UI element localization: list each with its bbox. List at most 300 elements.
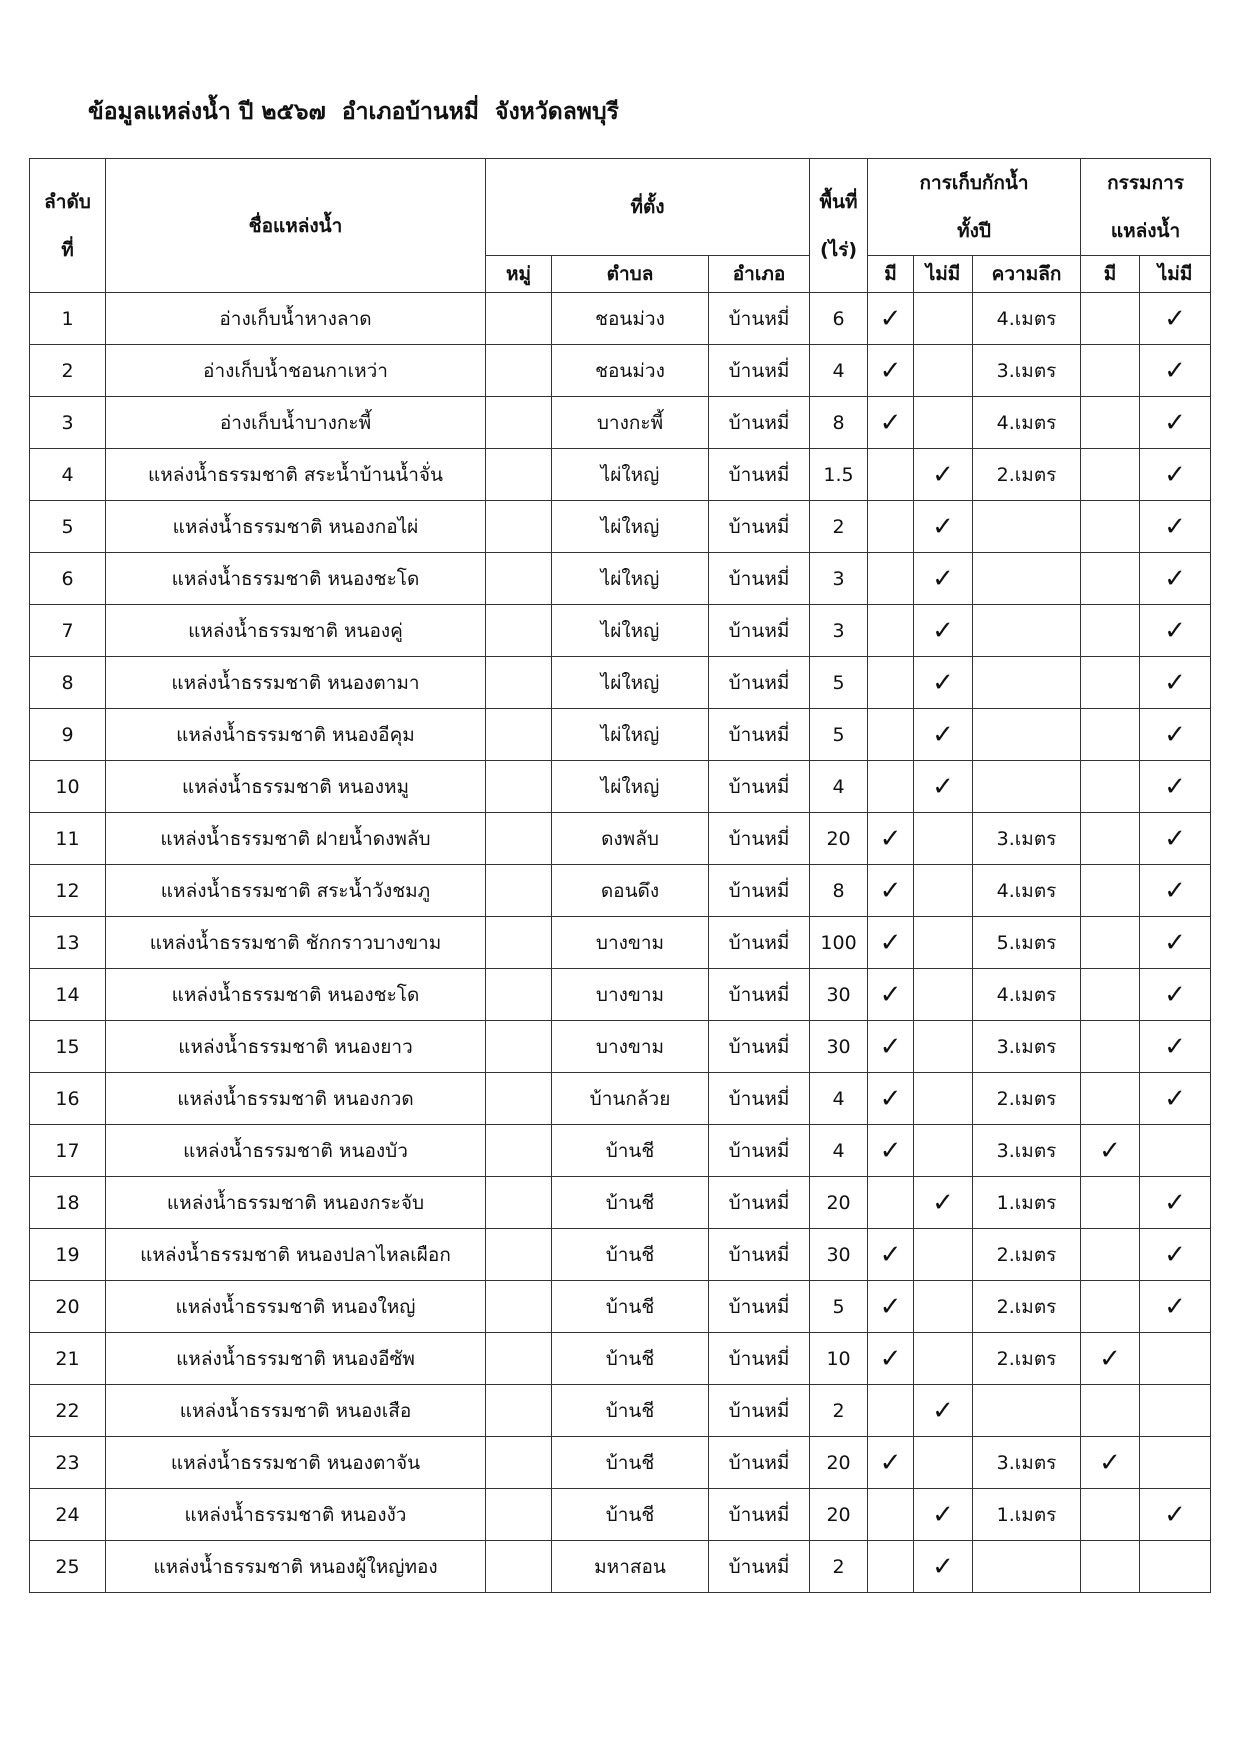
cell-area: 6 bbox=[810, 293, 868, 345]
cell-com-no bbox=[1140, 449, 1211, 501]
check-mark-icon: ✓ bbox=[1164, 771, 1186, 802]
cell-depth bbox=[973, 1541, 1081, 1593]
cell-no: 24 bbox=[30, 1489, 106, 1541]
cell-store-no bbox=[914, 449, 973, 501]
cell-tambon: ไผ่ใหญ่ bbox=[552, 449, 709, 501]
check-mark-icon: ✓ bbox=[879, 875, 902, 906]
cell-no: 25 bbox=[30, 1541, 106, 1593]
cell-no: 8 bbox=[30, 657, 106, 709]
cell-com-no bbox=[1140, 761, 1211, 813]
cell-store-yes bbox=[868, 657, 914, 709]
cell-no: 4 bbox=[30, 449, 106, 501]
cell-tambon: ไผ่ใหญ่ bbox=[552, 501, 709, 553]
cell-store-no bbox=[914, 553, 973, 605]
check-mark-icon: ✓ bbox=[932, 1499, 954, 1530]
cell-name: แหล่งน้ำธรรมชาติ หนองเสือ bbox=[106, 1385, 486, 1437]
cell-com-no bbox=[1140, 1333, 1211, 1385]
cell-tambon: ไผ่ใหญ่ bbox=[552, 553, 709, 605]
cell-amphoe: บ้านหมี่ bbox=[709, 657, 810, 709]
check-mark-icon: ✓ bbox=[879, 1135, 902, 1166]
cell-com-yes bbox=[1081, 1489, 1140, 1541]
cell-amphoe: บ้านหมี่ bbox=[709, 1281, 810, 1333]
cell-no: 3 bbox=[30, 397, 106, 449]
cell-com-yes bbox=[1081, 345, 1140, 397]
cell-depth bbox=[973, 657, 1081, 709]
check-mark-icon: ✓ bbox=[879, 355, 902, 386]
cell-no: 1 bbox=[30, 293, 106, 345]
check-mark-icon: ✓ bbox=[932, 1395, 954, 1426]
check-mark-icon: ✓ bbox=[879, 1447, 902, 1478]
cell-no: 12 bbox=[30, 865, 106, 917]
cell-depth: 3.เมตร bbox=[973, 345, 1081, 397]
cell-name: อ่างเก็บน้ำบางกะพี้ bbox=[106, 397, 486, 449]
check-mark-icon: ✓ bbox=[932, 771, 954, 802]
cell-amphoe: บ้านหมี่ bbox=[709, 709, 810, 761]
cell-moo bbox=[486, 1541, 552, 1593]
cell-store-no bbox=[914, 501, 973, 553]
cell-name: แหล่งน้ำธรรมชาติ ฝายน้ำดงพลับ bbox=[106, 813, 486, 865]
cell-store-yes bbox=[868, 1073, 914, 1125]
cell-com-yes bbox=[1081, 605, 1140, 657]
cell-store-yes bbox=[868, 449, 914, 501]
check-mark-icon: ✓ bbox=[1164, 1031, 1186, 1062]
cell-name: แหล่งน้ำธรรมชาติ หนองตามา bbox=[106, 657, 486, 709]
cell-com-yes bbox=[1081, 501, 1140, 553]
document-title: ข้อมูลแหล่งน้ำ ปี ๒๕๖๗ อำเภอบ้านหมี่ จังหวัดลพบุรี bbox=[88, 99, 619, 125]
cell-com-no bbox=[1140, 553, 1211, 605]
cell-com-yes bbox=[1081, 449, 1140, 501]
check-mark-icon: ✓ bbox=[1164, 1499, 1186, 1530]
cell-store-yes bbox=[868, 397, 914, 449]
table-row bbox=[30, 1177, 1211, 1229]
cell-tambon: บางกะพี้ bbox=[552, 397, 709, 449]
cell-no: 14 bbox=[30, 969, 106, 1021]
cell-moo bbox=[486, 1333, 552, 1385]
cell-tambon: บ้านกล้วย bbox=[552, 1073, 709, 1125]
cell-amphoe: บ้านหมี่ bbox=[709, 1177, 810, 1229]
cell-store-no bbox=[914, 345, 973, 397]
cell-store-yes bbox=[868, 553, 914, 605]
cell-store-yes bbox=[868, 1333, 914, 1385]
cell-amphoe: บ้านหมี่ bbox=[709, 1229, 810, 1281]
header-depth: ความลึก bbox=[973, 256, 1081, 293]
cell-depth: 2.เมตร bbox=[973, 1073, 1081, 1125]
cell-com-no bbox=[1140, 293, 1211, 345]
cell-moo bbox=[486, 1125, 552, 1177]
check-mark-icon: ✓ bbox=[1164, 511, 1186, 542]
check-mark-icon: ✓ bbox=[879, 1031, 902, 1062]
cell-area: 8 bbox=[810, 397, 868, 449]
cell-store-yes bbox=[868, 1385, 914, 1437]
cell-store-yes bbox=[868, 1125, 914, 1177]
cell-com-no bbox=[1140, 1229, 1211, 1281]
check-mark-icon: ✓ bbox=[879, 1083, 902, 1114]
cell-no: 22 bbox=[30, 1385, 106, 1437]
cell-moo bbox=[486, 1489, 552, 1541]
cell-no: 7 bbox=[30, 605, 106, 657]
table-row bbox=[30, 969, 1211, 1021]
cell-name: แหล่งน้ำธรรมชาติ หนองกวด bbox=[106, 1073, 486, 1125]
cell-name: อ่างเก็บน้ำหางลาด bbox=[106, 293, 486, 345]
cell-moo bbox=[486, 709, 552, 761]
cell-tambon: บางขาม bbox=[552, 969, 709, 1021]
cell-area: 30 bbox=[810, 1021, 868, 1073]
check-mark-icon: ✓ bbox=[932, 667, 954, 698]
cell-com-no bbox=[1140, 1177, 1211, 1229]
cell-com-yes bbox=[1081, 293, 1140, 345]
cell-store-yes bbox=[868, 1229, 914, 1281]
cell-depth: 3.เมตร bbox=[973, 1021, 1081, 1073]
cell-com-yes bbox=[1081, 1281, 1140, 1333]
table-row bbox=[30, 1385, 1211, 1437]
cell-moo bbox=[486, 761, 552, 813]
cell-tambon: ดอนดึง bbox=[552, 865, 709, 917]
cell-com-no bbox=[1140, 709, 1211, 761]
cell-com-yes bbox=[1081, 553, 1140, 605]
header-storage: การเก็บกักน้ำ ทั้งปี bbox=[868, 159, 1081, 256]
cell-moo bbox=[486, 553, 552, 605]
cell-store-no bbox=[914, 397, 973, 449]
cell-tambon: มหาสอน bbox=[552, 1541, 709, 1593]
table-row bbox=[30, 1229, 1211, 1281]
header-committee: กรรมการ แหล่งน้ำ bbox=[1081, 159, 1211, 256]
cell-area: 100 bbox=[810, 917, 868, 969]
cell-moo bbox=[486, 501, 552, 553]
cell-no: 13 bbox=[30, 917, 106, 969]
cell-com-yes bbox=[1081, 397, 1140, 449]
table-row bbox=[30, 657, 1211, 709]
cell-com-no bbox=[1140, 1385, 1211, 1437]
cell-depth: 2.เมตร bbox=[973, 1333, 1081, 1385]
cell-store-no bbox=[914, 1333, 973, 1385]
table-row bbox=[30, 1437, 1211, 1489]
cell-name: แหล่งน้ำธรรมชาติ สระน้ำวังชมภู bbox=[106, 865, 486, 917]
cell-moo bbox=[486, 917, 552, 969]
cell-moo bbox=[486, 345, 552, 397]
cell-name: แหล่งน้ำธรรมชาติ หนองตาจัน bbox=[106, 1437, 486, 1489]
cell-com-no bbox=[1140, 917, 1211, 969]
table-row bbox=[30, 397, 1211, 449]
cell-store-yes bbox=[868, 293, 914, 345]
cell-store-yes bbox=[868, 1541, 914, 1593]
check-mark-icon: ✓ bbox=[932, 563, 954, 594]
cell-tambon: บ้านชี bbox=[552, 1385, 709, 1437]
cell-store-yes bbox=[868, 709, 914, 761]
cell-amphoe: บ้านหมี่ bbox=[709, 501, 810, 553]
table-row bbox=[30, 1125, 1211, 1177]
cell-name: แหล่งน้ำธรรมชาติ ชักกราวบางขาม bbox=[106, 917, 486, 969]
cell-name: แหล่งน้ำธรรมชาติ หนองชะโด bbox=[106, 969, 486, 1021]
check-mark-icon: ✓ bbox=[1164, 979, 1186, 1010]
cell-store-no bbox=[914, 1541, 973, 1593]
check-mark-icon: ✓ bbox=[1164, 355, 1186, 386]
cell-com-no bbox=[1140, 865, 1211, 917]
cell-amphoe: บ้านหมี่ bbox=[709, 1021, 810, 1073]
header-no: ลำดับ ที่ bbox=[30, 159, 106, 293]
cell-tambon: บ้านชี bbox=[552, 1281, 709, 1333]
cell-depth bbox=[973, 709, 1081, 761]
check-mark-icon: ✓ bbox=[879, 823, 902, 854]
cell-depth: 5.เมตร bbox=[973, 917, 1081, 969]
cell-com-yes bbox=[1081, 657, 1140, 709]
cell-no: 21 bbox=[30, 1333, 106, 1385]
cell-com-no bbox=[1140, 969, 1211, 1021]
cell-amphoe: บ้านหมี่ bbox=[709, 1541, 810, 1593]
check-mark-icon: ✓ bbox=[932, 615, 954, 646]
cell-tambon: ดงพลับ bbox=[552, 813, 709, 865]
cell-name: แหล่งน้ำธรรมชาติ หนองคู่ bbox=[106, 605, 486, 657]
cell-tambon: ชอนม่วง bbox=[552, 293, 709, 345]
cell-name: แหล่งน้ำธรรมชาติ หนองชะโด bbox=[106, 553, 486, 605]
cell-depth: 4.เมตร bbox=[973, 293, 1081, 345]
check-mark-icon: ✓ bbox=[932, 1187, 954, 1218]
table-row bbox=[30, 1073, 1211, 1125]
cell-com-no bbox=[1140, 501, 1211, 553]
cell-area: 5 bbox=[810, 1281, 868, 1333]
cell-area: 4 bbox=[810, 1073, 868, 1125]
cell-store-no bbox=[914, 293, 973, 345]
cell-com-yes bbox=[1081, 761, 1140, 813]
header-location: ที่ตั้ง bbox=[486, 159, 810, 256]
cell-tambon: ไผ่ใหญ่ bbox=[552, 657, 709, 709]
cell-com-yes bbox=[1081, 917, 1140, 969]
cell-store-yes bbox=[868, 345, 914, 397]
cell-moo bbox=[486, 1073, 552, 1125]
cell-store-yes bbox=[868, 1437, 914, 1489]
cell-area: 5 bbox=[810, 709, 868, 761]
cell-moo bbox=[486, 1021, 552, 1073]
cell-com-no bbox=[1140, 1437, 1211, 1489]
table-row bbox=[30, 865, 1211, 917]
cell-area: 8 bbox=[810, 865, 868, 917]
cell-name: แหล่งน้ำธรรมชาติ หนองใหญ่ bbox=[106, 1281, 486, 1333]
header-committee-yes: มี bbox=[1081, 256, 1140, 293]
cell-name: อ่างเก็บน้ำชอนกาเหว่า bbox=[106, 345, 486, 397]
cell-com-no bbox=[1140, 1489, 1211, 1541]
cell-depth: 1.เมตร bbox=[973, 1489, 1081, 1541]
cell-store-no bbox=[914, 1489, 973, 1541]
cell-area: 4 bbox=[810, 761, 868, 813]
cell-moo bbox=[486, 293, 552, 345]
cell-store-no bbox=[914, 1281, 973, 1333]
cell-no: 18 bbox=[30, 1177, 106, 1229]
cell-com-no bbox=[1140, 657, 1211, 709]
cell-store-yes bbox=[868, 917, 914, 969]
cell-com-no bbox=[1140, 605, 1211, 657]
cell-moo bbox=[486, 397, 552, 449]
cell-amphoe: บ้านหมี่ bbox=[709, 969, 810, 1021]
cell-depth: 3.เมตร bbox=[973, 1437, 1081, 1489]
cell-com-yes bbox=[1081, 1541, 1140, 1593]
cell-no: 9 bbox=[30, 709, 106, 761]
cell-com-yes bbox=[1081, 865, 1140, 917]
cell-store-no bbox=[914, 1229, 973, 1281]
cell-com-no bbox=[1140, 1281, 1211, 1333]
cell-depth bbox=[973, 553, 1081, 605]
cell-com-yes bbox=[1081, 1437, 1140, 1489]
cell-depth: 4.เมตร bbox=[973, 865, 1081, 917]
cell-amphoe: บ้านหมี่ bbox=[709, 865, 810, 917]
cell-area: 2 bbox=[810, 1385, 868, 1437]
cell-store-yes bbox=[868, 1281, 914, 1333]
cell-store-yes bbox=[868, 501, 914, 553]
cell-amphoe: บ้านหมี่ bbox=[709, 605, 810, 657]
table-row bbox=[30, 761, 1211, 813]
check-mark-icon: ✓ bbox=[932, 511, 954, 542]
cell-no: 20 bbox=[30, 1281, 106, 1333]
cell-tambon: บ้านชี bbox=[552, 1177, 709, 1229]
check-mark-icon: ✓ bbox=[879, 979, 902, 1010]
table-row bbox=[30, 813, 1211, 865]
cell-store-no bbox=[914, 1073, 973, 1125]
table-row bbox=[30, 1541, 1211, 1593]
cell-name: แหล่งน้ำธรรมชาติ หนองปลาไหลเผือก bbox=[106, 1229, 486, 1281]
cell-amphoe: บ้านหมี่ bbox=[709, 293, 810, 345]
header-moo: หมู่ bbox=[486, 256, 552, 293]
cell-area: 3 bbox=[810, 553, 868, 605]
cell-store-no bbox=[914, 1385, 973, 1437]
check-mark-icon: ✓ bbox=[1164, 719, 1186, 750]
cell-tambon: บ้านชี bbox=[552, 1489, 709, 1541]
check-mark-icon: ✓ bbox=[932, 1551, 954, 1582]
cell-name: แหล่งน้ำธรรมชาติ หนองผู้ใหญ่ทอง bbox=[106, 1541, 486, 1593]
cell-name: แหล่งน้ำธรรมชาติ หนองหมู bbox=[106, 761, 486, 813]
cell-store-no bbox=[914, 605, 973, 657]
check-mark-icon: ✓ bbox=[1164, 1291, 1186, 1322]
cell-tambon: บางขาม bbox=[552, 1021, 709, 1073]
cell-moo bbox=[486, 1177, 552, 1229]
cell-area: 10 bbox=[810, 1333, 868, 1385]
check-mark-icon: ✓ bbox=[1164, 823, 1186, 854]
cell-moo bbox=[486, 1437, 552, 1489]
cell-no: 10 bbox=[30, 761, 106, 813]
cell-com-no bbox=[1140, 397, 1211, 449]
cell-depth: 3.เมตร bbox=[973, 1125, 1081, 1177]
cell-depth: 3.เมตร bbox=[973, 813, 1081, 865]
cell-tambon: ไผ่ใหญ่ bbox=[552, 709, 709, 761]
check-mark-icon: ✓ bbox=[1164, 1187, 1186, 1218]
table-row bbox=[30, 345, 1211, 397]
check-mark-icon: ✓ bbox=[879, 1343, 902, 1374]
cell-amphoe: บ้านหมี่ bbox=[709, 1125, 810, 1177]
cell-store-no bbox=[914, 761, 973, 813]
check-mark-icon: ✓ bbox=[879, 407, 902, 438]
header-tambon: ตำบล bbox=[552, 256, 709, 293]
cell-store-no bbox=[914, 1125, 973, 1177]
check-mark-icon: ✓ bbox=[1164, 407, 1186, 438]
cell-tambon: บางขาม bbox=[552, 917, 709, 969]
cell-amphoe: บ้านหมี่ bbox=[709, 1489, 810, 1541]
cell-amphoe: บ้านหมี่ bbox=[709, 813, 810, 865]
check-mark-icon: ✓ bbox=[1164, 459, 1186, 490]
cell-store-no bbox=[914, 813, 973, 865]
cell-name: แหล่งน้ำธรรมชาติ หนองอีซัพ bbox=[106, 1333, 486, 1385]
check-mark-icon: ✓ bbox=[1164, 667, 1186, 698]
cell-com-yes bbox=[1081, 1125, 1140, 1177]
cell-store-no bbox=[914, 917, 973, 969]
cell-area: 4 bbox=[810, 345, 868, 397]
cell-amphoe: บ้านหมี่ bbox=[709, 449, 810, 501]
table-row bbox=[30, 1281, 1211, 1333]
check-mark-icon: ✓ bbox=[1099, 1447, 1121, 1478]
cell-store-no bbox=[914, 969, 973, 1021]
cell-store-no bbox=[914, 865, 973, 917]
cell-amphoe: บ้านหมี่ bbox=[709, 761, 810, 813]
table-row bbox=[30, 917, 1211, 969]
table-row bbox=[30, 605, 1211, 657]
cell-store-yes bbox=[868, 865, 914, 917]
cell-store-yes bbox=[868, 1021, 914, 1073]
cell-moo bbox=[486, 1229, 552, 1281]
header-storage-yes: มี bbox=[868, 256, 914, 293]
cell-area: 20 bbox=[810, 1437, 868, 1489]
cell-amphoe: บ้านหมี่ bbox=[709, 553, 810, 605]
cell-area: 30 bbox=[810, 969, 868, 1021]
cell-area: 1.5 bbox=[810, 449, 868, 501]
cell-com-yes bbox=[1081, 969, 1140, 1021]
cell-store-no bbox=[914, 657, 973, 709]
cell-depth: 1.เมตร bbox=[973, 1177, 1081, 1229]
cell-depth: 2.เมตร bbox=[973, 1229, 1081, 1281]
cell-com-yes bbox=[1081, 709, 1140, 761]
cell-store-yes bbox=[868, 969, 914, 1021]
cell-depth bbox=[973, 1385, 1081, 1437]
check-mark-icon: ✓ bbox=[879, 1239, 902, 1270]
check-mark-icon: ✓ bbox=[1164, 1239, 1186, 1270]
cell-amphoe: บ้านหมี่ bbox=[709, 1073, 810, 1125]
cell-no: 11 bbox=[30, 813, 106, 865]
check-mark-icon: ✓ bbox=[1099, 1135, 1121, 1166]
check-mark-icon: ✓ bbox=[879, 927, 902, 958]
cell-name: แหล่งน้ำธรรมชาติ หนองงัว bbox=[106, 1489, 486, 1541]
cell-tambon: บ้านชี bbox=[552, 1437, 709, 1489]
cell-no: 5 bbox=[30, 501, 106, 553]
cell-no: 16 bbox=[30, 1073, 106, 1125]
cell-tambon: บ้านชี bbox=[552, 1229, 709, 1281]
cell-depth: 4.เมตร bbox=[973, 397, 1081, 449]
cell-moo bbox=[486, 605, 552, 657]
cell-com-no bbox=[1140, 1073, 1211, 1125]
cell-store-yes bbox=[868, 605, 914, 657]
check-mark-icon: ✓ bbox=[879, 1291, 902, 1322]
cell-no: 6 bbox=[30, 553, 106, 605]
cell-com-yes bbox=[1081, 1021, 1140, 1073]
cell-store-no bbox=[914, 1177, 973, 1229]
table-row bbox=[30, 1021, 1211, 1073]
cell-no: 17 bbox=[30, 1125, 106, 1177]
cell-moo bbox=[486, 657, 552, 709]
cell-amphoe: บ้านหมี่ bbox=[709, 1385, 810, 1437]
cell-com-yes bbox=[1081, 1073, 1140, 1125]
cell-com-yes bbox=[1081, 1177, 1140, 1229]
header-amphoe: อำเภอ bbox=[709, 256, 810, 293]
check-mark-icon: ✓ bbox=[1164, 563, 1186, 594]
table-row bbox=[30, 1489, 1211, 1541]
header-storage-no: ไม่มี bbox=[914, 256, 973, 293]
cell-name: แหล่งน้ำธรรมชาติ หนองบัว bbox=[106, 1125, 486, 1177]
cell-no: 2 bbox=[30, 345, 106, 397]
cell-depth bbox=[973, 501, 1081, 553]
cell-amphoe: บ้านหมี่ bbox=[709, 1437, 810, 1489]
cell-area: 4 bbox=[810, 1125, 868, 1177]
table-row bbox=[30, 1333, 1211, 1385]
cell-store-no bbox=[914, 709, 973, 761]
cell-tambon: ชอนม่วง bbox=[552, 345, 709, 397]
cell-com-no bbox=[1140, 813, 1211, 865]
cell-moo bbox=[486, 1281, 552, 1333]
cell-com-no bbox=[1140, 1021, 1211, 1073]
check-mark-icon: ✓ bbox=[1164, 303, 1186, 334]
